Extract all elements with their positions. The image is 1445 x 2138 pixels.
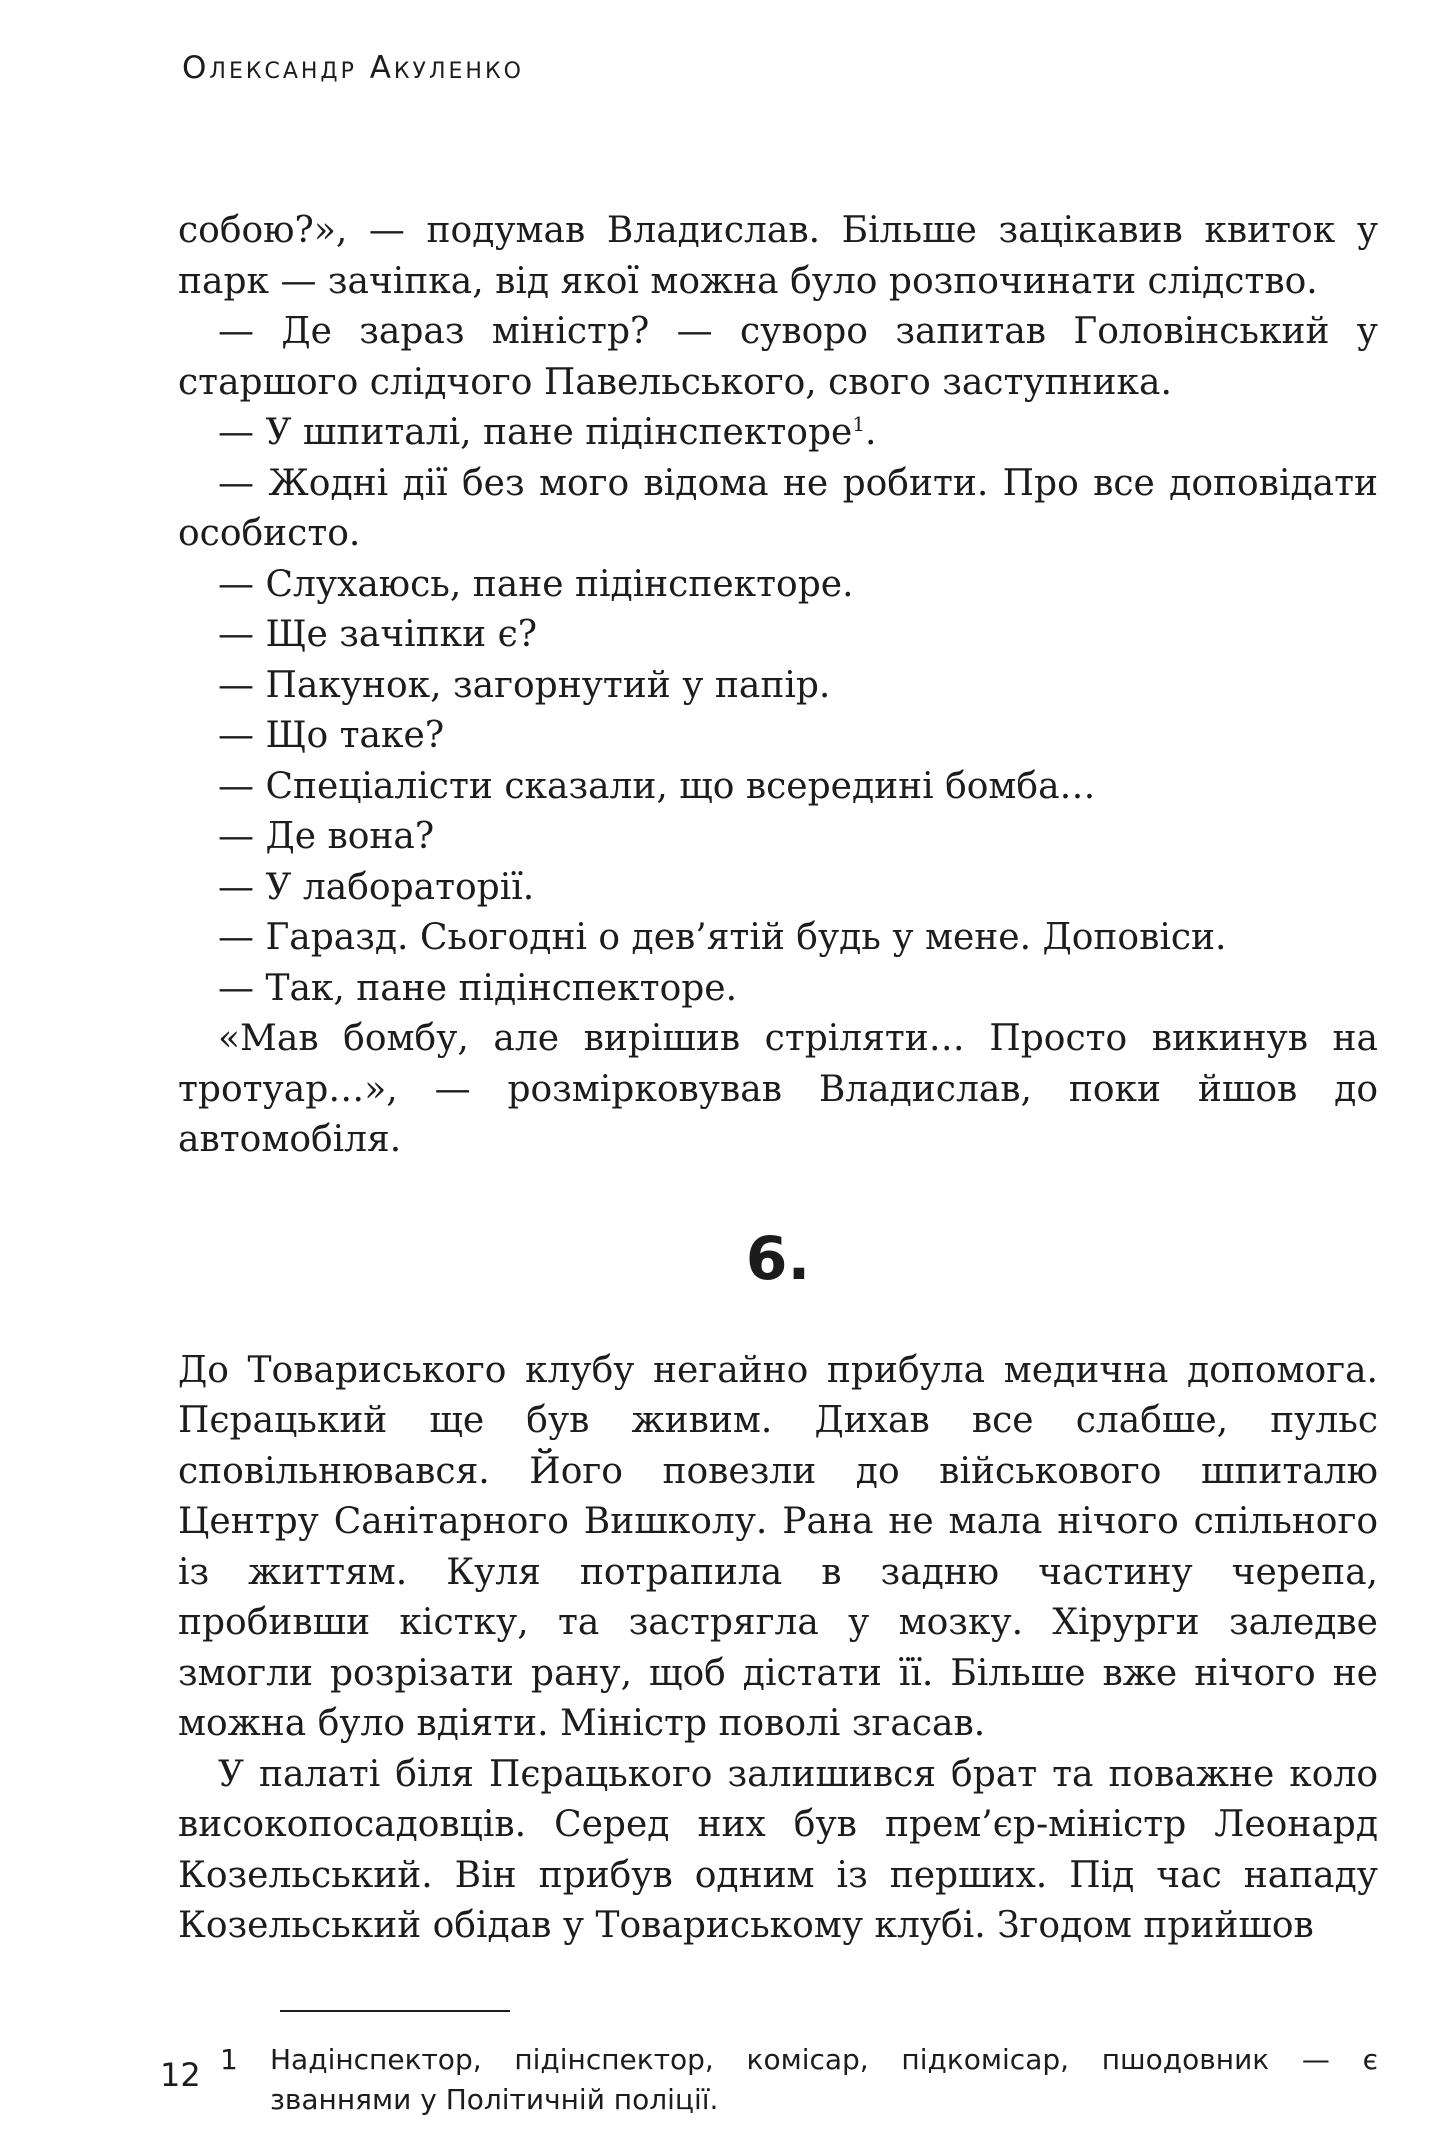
dialogue-line: — Пакунок, загорнутий у папір. [218,664,831,706]
dialogue-line: — Де зараз міністр? — суворо запитав Головінський у старшого слідчого Павельського, свого заступника. [178,311,1378,403]
footnote-reference: 1 [852,412,866,436]
running-head: Олександр Акуленко [182,50,524,86]
dialogue-line: — У лабораторії. [218,866,535,908]
dialogue-line: — Де вона? [218,816,435,857]
dialogue-line: — Жодні дії без мого відома не робити. Про все доповідати особисто. [178,462,1378,554]
dialogue-line: — Спеціалісти сказали, що всередині бомба… [218,765,1096,807]
dialogue-line [178,408,1378,459]
paragraph: До Товариського клубу негайно прибула медична допомога. Пєрацький ще був живим. Дихав все слабше, пульс сповільнювався. Його повезли до військового шпиталю Центру Санітарного Вишколу. Рана не мала нічого спільного із життям. Куля потрапила в задню частину черепа, пробивши кістку, та застрягла у мозку. Хірурги заледве змогли розрізати рану, щоб дістати її. Більше вже нічого не можна було вдіяти. Міністр поволі згасав. [178,1349,1378,1744]
punctuation: . [865,412,877,453]
dialogue-line: — Слухаюсь, пане підінспекторе. [218,563,854,605]
footnote [178,2040,1378,2120]
dialogue-text: — У шпиталі, пане підінспекторе [218,412,853,453]
paragraph: У палаті біля Пєрацького залишився брат та поважне коло високопосадовців. Серед них був прем’єр-міністр Леонард Козельський. Він прибув одним із перших. Під час нападу Козельський обідав у Товариському клубі. Згодом прийшов [178,1753,1378,1946]
book-page [178,50,1378,2120]
paragraph: «Мав бомбу, але вирішив стріляти… Просто викинув на тротуар…», — розмірковував Владислав, поки йшов до автомобіля. [178,1018,1378,1160]
chapter-heading: 6. [745,1223,811,1294]
footnote-divider [280,2010,510,2012]
footnote-text: Надінспектор, підінспектор, комісар, підкомісар, пшодовник — є званнями у Політичній поліції. [270,2042,1378,2116]
dialogue-line: — Що таке? [218,715,445,756]
footnote-number: 1 [220,2042,238,2076]
dialogue-line: — Гаразд. Сьогодні о дев’ятій будь у мене. Доповіси. [218,917,1227,958]
page-number: 12 [160,2056,201,2094]
paragraph: собою?», — подумав Владислав. Більше зацікавив квиток у парк — зачіпка, від якої можна було розпочинати слідство. [178,210,1378,302]
dialogue-line: — Ще зачіпки є? [218,614,538,655]
body-text [178,206,1378,1952]
dialogue-line: — Так, пане підінспекторе. [218,967,738,1009]
